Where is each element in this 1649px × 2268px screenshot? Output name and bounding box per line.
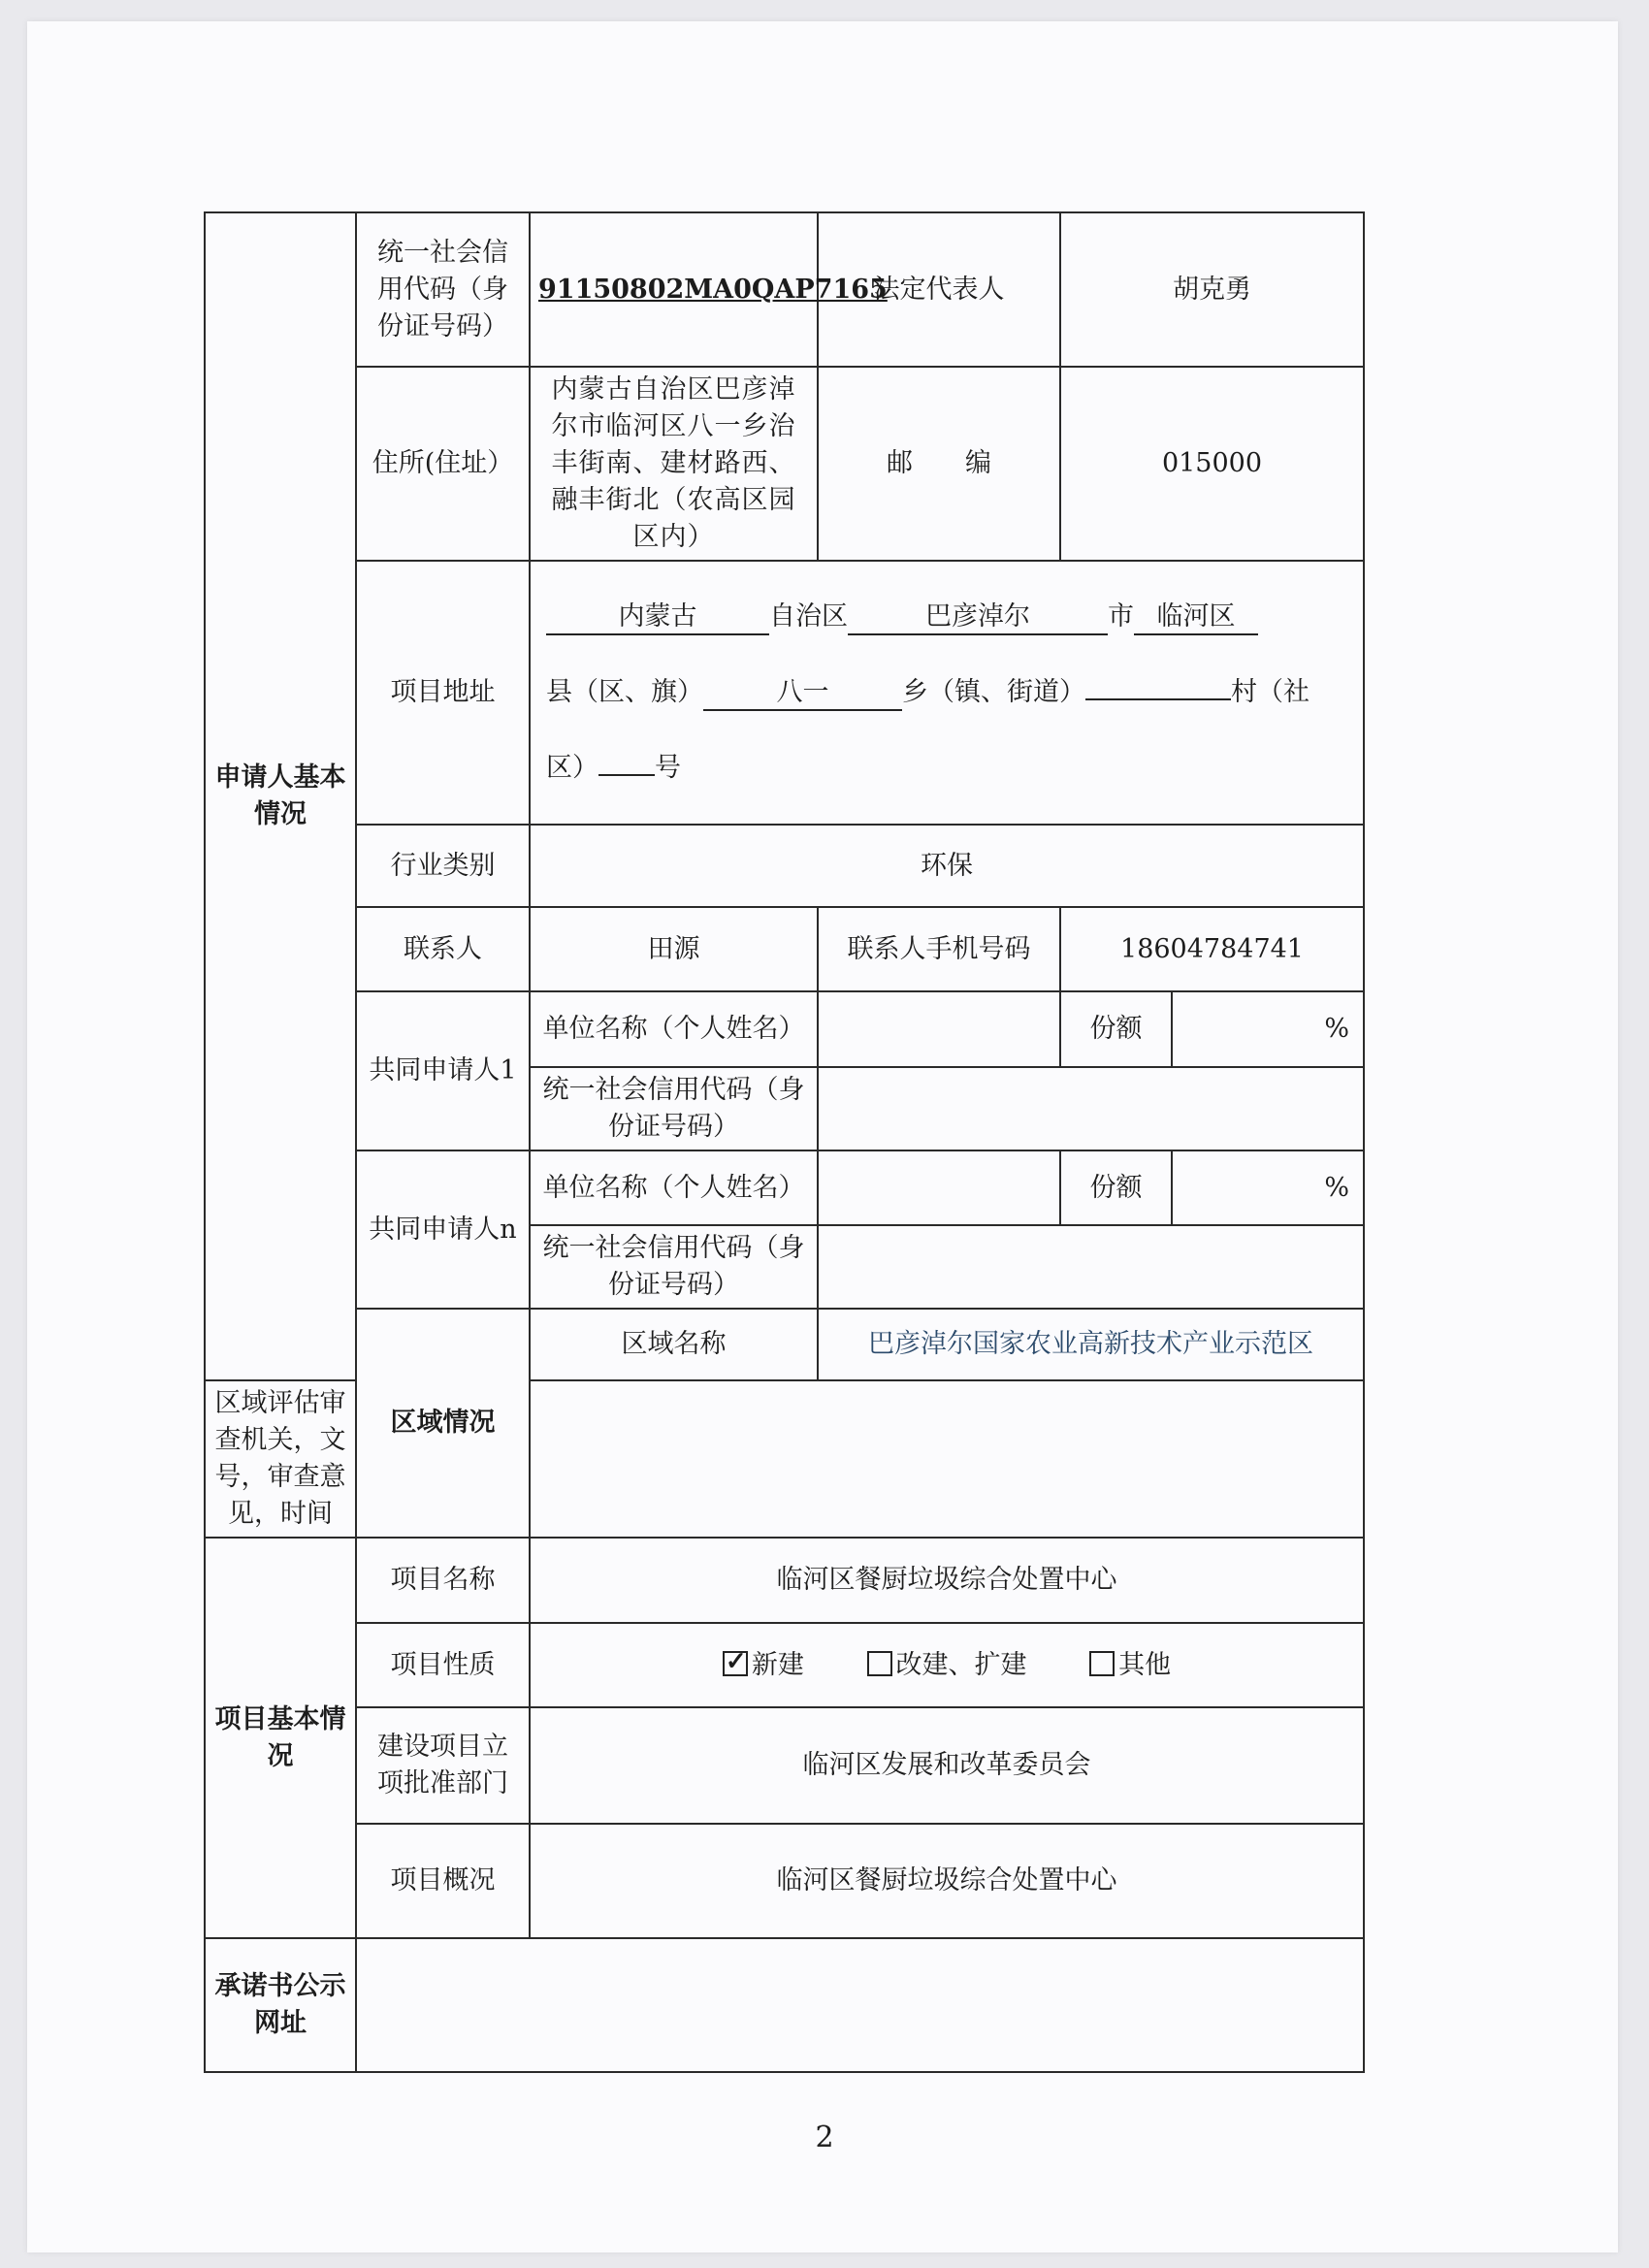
co-applicant-1-name-label: 单位名称（个人姓名） [530,991,818,1067]
section-promise-label: 承诺书公示网址 [205,1938,356,2072]
co-applicant-1-name-value [818,991,1060,1067]
checkbox-empty-icon[interactable] [1089,1651,1115,1676]
option-other[interactable] [1089,1647,1171,1684]
co-applicant-n-code-value [818,1225,1364,1309]
village-blank [1085,698,1231,700]
phone-value: 18604784741 [1060,907,1364,991]
credit-code-value: 91150802MA0QAP7165 [530,212,818,367]
township-blank: 八一 [703,676,902,711]
contact-value: 田源 [530,907,818,991]
co-applicant-n-name-label: 单位名称（个人姓名） [530,1150,818,1225]
option-other-label: 其他 [1118,1649,1172,1680]
co-applicant-1-code-value [818,1067,1364,1150]
address-value: 内蒙古自治区巴彦淖尔市临河区八一乡治丰街南、建材路西、融丰街北（农高区园区内） [530,367,818,561]
project-name-value: 临河区餐厨垃圾综合处置中心 [530,1538,1364,1623]
co-applicant-1-share-value: % [1172,991,1364,1067]
project-nature-label: 项目性质 [356,1623,530,1707]
region-review-value [530,1380,1364,1538]
section-region-label: 区域情况 [356,1309,530,1538]
number-suffix: 号 [655,753,681,783]
page-number: 2 [815,2121,834,2155]
project-nature-options [530,1623,1364,1707]
city-blank: 巴彦淖尔 [848,600,1108,635]
region-name-value: 巴彦淖尔国家农业高新技术产业示范区 [818,1309,1364,1380]
district-blank: 临河区 [1134,600,1258,635]
contact-label: 联系人 [356,907,530,991]
approval-dept-label: 建设项目立项批准部门 [356,1707,530,1824]
checkbox-checked-icon[interactable] [723,1651,748,1676]
legal-rep-label: 法定代表人 [818,212,1060,367]
section-applicant-label: 申请人基本情况 [205,212,356,1380]
co-applicant-1-share-label: 份额 [1060,991,1172,1067]
industry-value: 环保 [530,825,1364,907]
number-blank [598,774,655,776]
credit-code-label: 统一社会信用代码（身份证号码） [356,212,530,367]
village-suffix: 村（社区） [546,677,1310,783]
application-form-table [204,211,1365,2073]
address-label: 住所(住址） [356,367,530,561]
phone-label: 联系人手机号码 [818,907,1060,991]
option-rebuild-expand[interactable] [867,1647,1027,1684]
checkbox-empty-icon[interactable] [867,1651,892,1676]
project-address-field [530,561,1364,825]
province-blank: 内蒙古 [546,600,769,635]
region-suffix: 自治区 [769,601,848,632]
legal-rep-value: 胡克勇 [1060,212,1364,367]
co-applicant-n-share-value: % [1172,1150,1364,1225]
postcode-label: 邮 编 [818,367,1060,561]
co-applicant-n-label: 共同申请人n [356,1150,530,1309]
co-applicant-1-label: 共同申请人1 [356,991,530,1150]
option-rebuild-label: 改建、扩建 [895,1649,1027,1680]
project-overview-value: 临河区餐厨垃圾综合处置中心 [530,1824,1364,1938]
region-name-label: 区域名称 [530,1309,818,1380]
option-new-label: 新建 [751,1649,804,1680]
postcode-value: 015000 [1060,367,1364,561]
co-applicant-n-name-value [818,1150,1060,1225]
option-new[interactable] [723,1647,804,1684]
promise-url-value [356,1938,1364,2072]
county-suffix: 县（区、旗） [546,677,703,707]
region-review-label: 区域评估审查机关，文号，审查意见，时间 [205,1380,356,1538]
project-name-label: 项目名称 [356,1538,530,1623]
industry-label: 行业类别 [356,825,530,907]
approval-dept-value: 临河区发展和改革委员会 [530,1707,1364,1824]
document-page [27,21,1618,2252]
co-applicant-n-share-label: 份额 [1060,1150,1172,1225]
co-applicant-1-code-label: 统一社会信用代码（身份证号码） [530,1067,818,1150]
co-applicant-n-code-label: 统一社会信用代码（身份证号码） [530,1225,818,1309]
project-overview-label: 项目概况 [356,1824,530,1938]
township-suffix: 乡（镇、街道） [902,677,1085,707]
section-project-label: 项目基本情况 [205,1538,356,1938]
city-suffix: 市 [1108,601,1134,632]
project-address-label: 项目地址 [356,561,530,825]
